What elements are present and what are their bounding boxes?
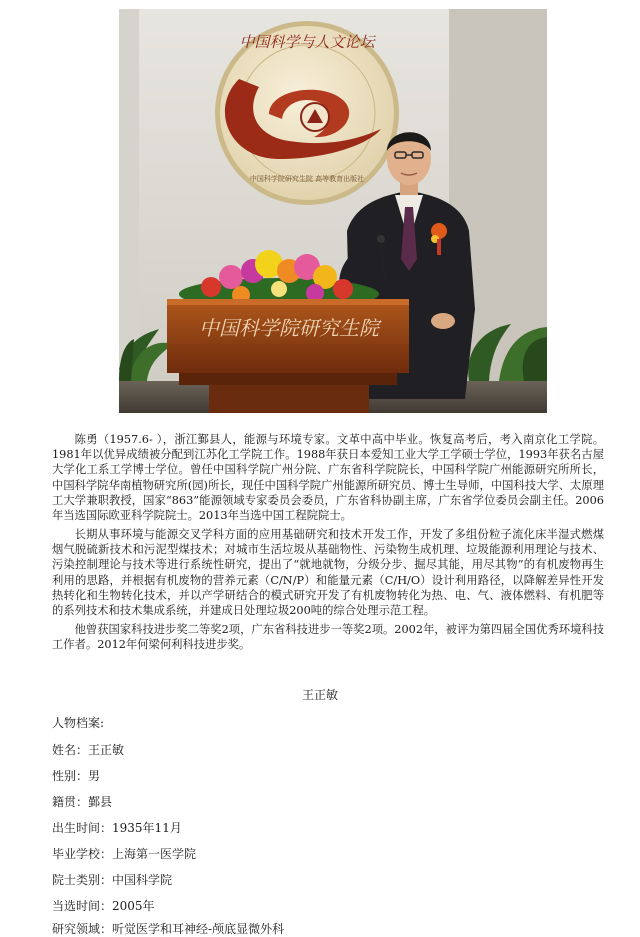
profile-label: 院士类别： [52,873,113,887]
bio-paragraph-research: 长期从事环境与能源交叉学科方面的应用基础研究和技术开发工作，开发了多组份粒子流化床半湿式燃煤烟气脱硫新技术和污泥型煤技术；对城市生活垃圾从基础物性、污染物生成机理、垃圾能源利用理论与技术、污染控制理论与技术等进行系统性研究，提出了“就地就物，分级分步、掘尽其能，用尽其物”的有机废物再生利用的思路，并根据有机废物的营养元素（C/N/P）和能量元素（C/H/O）设计利用路径，以降解差异性开发热转化和生物转化技术，并以产学研结合的模式研究开发了有机废物转化为热、电、气、液体燃料、有机肥等的系列技术和技术集成系统，并建成日处理垃圾200吨的综合处理示范工程。 [52,528,604,618]
profile-label: 研究领域： [52,922,113,936]
profile-value: 1935年11月 [112,821,182,835]
profile-value: 中国科学院 [112,873,173,887]
profile-label: 出生时间： [52,821,113,835]
profile-value: 上海第一医学院 [112,847,197,861]
bio-paragraph-awards: 他曾获国家科技进步奖二等奖2项，广东省科技进步一等奖2项。2002年，被评为第四届全国优秀环境科技工作者。2012年何梁何利科技进步奖。 [52,623,604,652]
profile-title: 王正敏 [301,688,338,702]
profile-value: 2005年 [112,899,155,913]
profile-heading: 人物档案: [52,716,105,730]
profile-label: 性别： [52,769,89,783]
profile-label: 姓名： [52,743,89,757]
forum-speaker-photo [119,9,547,413]
emblem-banner-text: 中国科学与人文论坛 [239,33,375,51]
profile-label: 当选时间： [52,899,113,913]
profile-value: 王正敏 [88,743,125,757]
forum-emblem [215,21,399,205]
profile-row-field [52,920,284,937]
profile-value: 听觉医学和耳神经-颅底显微外科 [112,922,285,936]
profile-row-birth [52,819,182,836]
profile-row-hometown [52,793,112,810]
profile-row-name [52,741,124,758]
profile-value: 鄞县 [88,795,113,809]
profile-row-gender [52,767,100,784]
profile-row-elected [52,897,155,914]
emblem-subtitle-text: 中国科学院研究生院 高等教育出版社 [249,175,365,183]
profile-label: 毕业学校： [52,847,113,861]
profile-value: 男 [88,769,101,783]
podium-text: 中国科学院研究生院 [199,316,379,340]
profile-row-academy [52,871,172,888]
profile-row-school [52,845,196,862]
profile-label: 籍贯： [52,795,89,809]
bio-paragraph-intro: 陈勇（1957.6- ），浙江鄞县人，能源与环境专家。文革中高中毕业。恢复高考后，考入南京化工学院。1981年以优异成绩被分配到江苏化工学院工作。1988年获日本爱知工业大学工学硕士学位，1993年获名古屋大学化工系工学博士学位。曾任中国科学院广州分院、广东省科学院院长，中国科学院广州能源研究所所长，中国科学院华南植物研究所(园)所长，现任中国科学院广州能源所研究员、博士生导师，中国科技大学、太原理工大学兼职教授，国家“863”能源领域专家委员会委员，广东省科协副主席，广东省学位委员会副主任。2006年当选国际欧亚科学院院士。2013年当选中国工程院院士。 [52,433,604,523]
